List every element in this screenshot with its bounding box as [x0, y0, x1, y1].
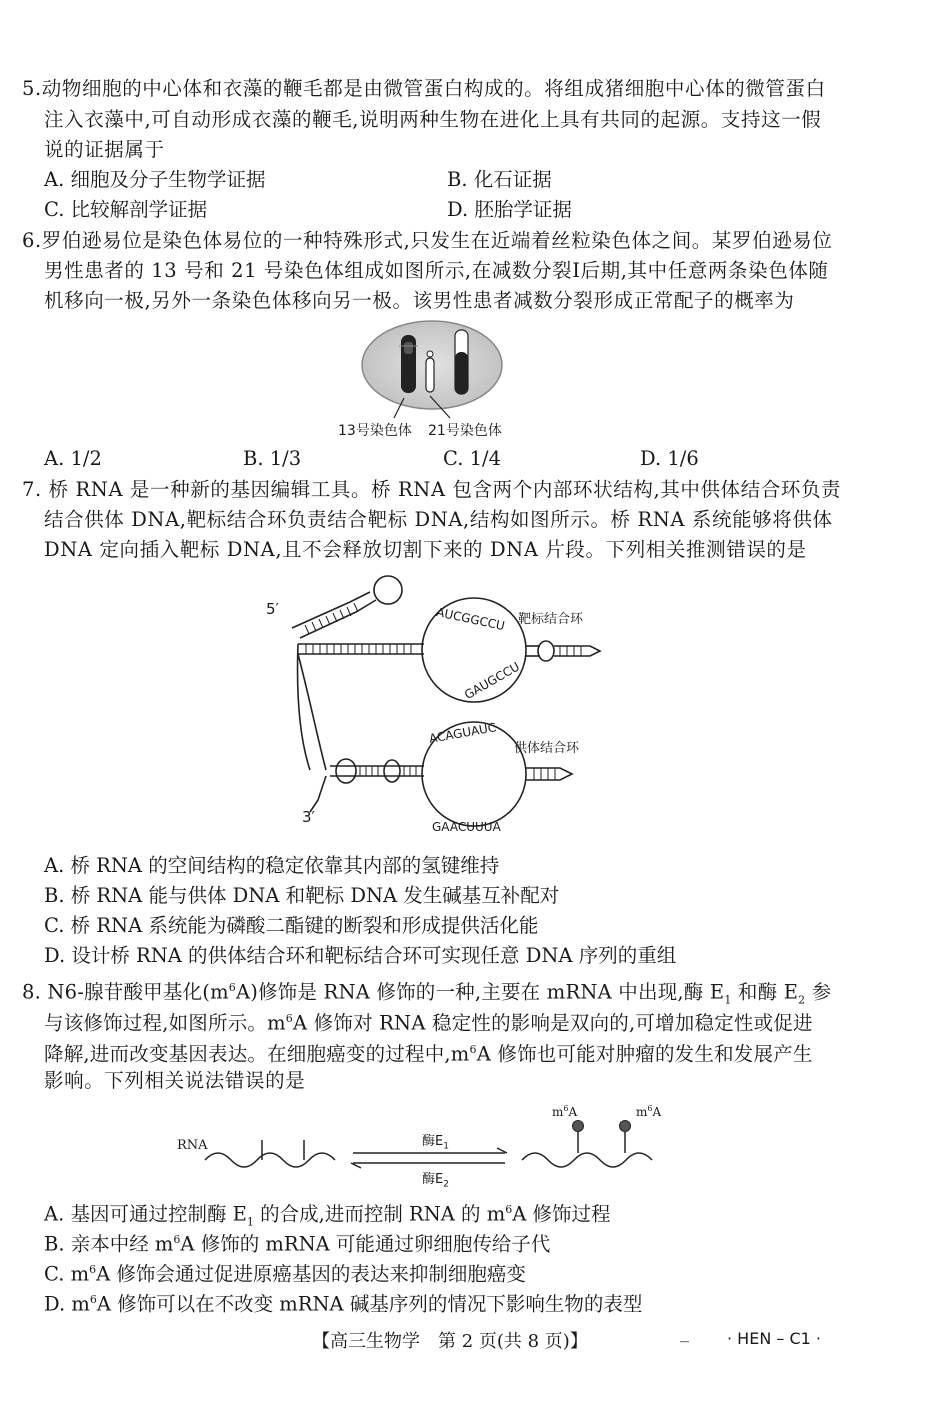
- q7-option-c: C. 桥 RNA 系统能为磷酸二酯键的断裂和形成提供活化能: [44, 914, 539, 937]
- q7-option-b: B. 桥 RNA 能与供体 DNA 和靶标 DNA 发生碱基互补配对: [44, 884, 560, 907]
- donor-loop-label: 供体结合环: [514, 741, 580, 756]
- m6a-label-1: $m^6A$: [552, 1104, 578, 1119]
- q6-line-1: 6.罗伯逊易位是染色体易位的一种特殊形式,只发生在近端着丝粒染色体之间。某罗伯逊易位: [22, 229, 833, 252]
- rna-label: RNA: [177, 1138, 208, 1153]
- page-footer: 【高三生物学 第 2 页(共 8 页)】: [312, 1331, 588, 1352]
- label-chromosome-13: 13号染色体: [338, 423, 412, 439]
- q5-option-c: C. 比较解剖学证据: [44, 198, 208, 221]
- rna-wave-left: [205, 1153, 335, 1167]
- m6a-label-2: $m^6A$: [636, 1104, 662, 1119]
- label-chromosome-21: 21号染色体: [428, 423, 502, 439]
- q8-option-d: D. $m^6A$ 修饰可以在不改变 mRNA 碱基序列的情况下影响生物的表型: [44, 1292, 643, 1316]
- q5-option-a: A. 细胞及分子生物学证据: [44, 168, 266, 191]
- q5-option-b: B. 化石证据: [447, 168, 552, 191]
- q8-line-3: 降解,进而改变基因表达。在细胞癌变的过程中$,m^6A$ 修饰也可能对肿瘤的发生和发展产生: [44, 1042, 813, 1066]
- enzyme-e2-label: 酶$E_2$: [422, 1172, 449, 1190]
- target-loop-label: 靶标结合环: [518, 612, 584, 627]
- q6-line-2: 男性患者的 13 号和 21 号染色体组成如图所示,在减数分裂Ⅰ后期,其中任意两条染色体随: [44, 259, 829, 282]
- q8-line-1: 8. N6-腺苷酸甲基化$(m^6A)$修饰是 RNA 修饰的一种,主要在 mRNA 中出现,酶 $E_1$ 和酶 $E_2$ 参: [22, 980, 832, 1007]
- q7-option-a: A. 桥 RNA 的空间结构的稳定依靠其内部的氢键维持: [44, 854, 500, 877]
- footer-code: · HEN – C1 ·: [727, 1329, 821, 1348]
- donor-loop-bottom-sequence: GAACUUUA: [432, 820, 501, 834]
- q5-line-2: 注入衣藻中,可自动形成衣藻的鞭毛,说明两种生物在进化上具有共同的起源。支持这一假: [44, 108, 822, 131]
- q6-option-d: D. 1/6: [640, 447, 699, 470]
- q6-option-b: B. 1/3: [243, 447, 302, 470]
- m6a-site-2: [620, 1121, 631, 1132]
- q6-line-3: 机移向一极,另外一条染色体移向另一极。该男性患者减数分裂形成正常配子的概率为: [44, 289, 795, 312]
- q8-option-b: B. 亲本中经 $m^6A$ 修饰的 mRNA 可能通过卵细胞传给子代: [44, 1232, 551, 1256]
- q7-line-1: 7. 桥 RNA 是一种新的基因编辑工具。桥 RNA 包含两个内部环状结构,其中供体结合环负责: [22, 478, 842, 501]
- five-prime-label: 5′: [266, 600, 279, 618]
- q6-option-a: A. 1/2: [44, 447, 102, 470]
- target-loop-bottom-sequence: GAUGCCU: [462, 659, 522, 703]
- donor-loop-top-sequence: ACAGUAUC: [428, 720, 498, 746]
- q8-option-a: A. 基因可通过控制酶 $E_1$ 的合成,进而控制 RNA 的 $m^6A$ 修饰过程: [44, 1202, 611, 1229]
- q5-line-3: 说的证据属于: [44, 138, 165, 161]
- target-loop-top-sequence: AUCGGCCU: [435, 605, 506, 634]
- q8-line-4: 影响。下列相关说法错误的是: [44, 1069, 306, 1092]
- q7-line-2: 结合供体 DNA,靶标结合环负责结合靶标 DNA,结构如图所示。桥 RNA 系统能够将供体: [44, 508, 833, 531]
- three-prime-label: 3′: [302, 808, 315, 826]
- q7-line-3: DNA 定向插入靶标 DNA,且不会释放切割下来的 DNA 片段。下列相关推测错误的是: [44, 538, 807, 561]
- q5-option-d: D. 胚胎学证据: [447, 198, 572, 221]
- enzyme-e1-label: 酶$E_1$: [422, 1134, 449, 1152]
- q5-line-1: 5.动物细胞的中心体和衣藻的鞭毛都是由微管蛋白构成的。将组成猪细胞中心体的微管蛋白: [22, 77, 826, 100]
- q8-option-c: C. $m^6A$ 修饰会通过促进原癌基因的表达来抑制细胞癌变: [44, 1262, 526, 1286]
- q7-option-d: D. 设计桥 RNA 的供体结合环和靶标结合环可实现任意 DNA 序列的重组: [44, 944, 677, 967]
- rna-wave-right: [522, 1153, 652, 1167]
- footer-dash: _: [680, 1322, 689, 1343]
- m6a-site-1: [573, 1121, 584, 1132]
- q8-line-2: 与该修饰过程,如图所示。$m^6A$ 修饰对 RNA 稳定性的影响是双向的,可增加稳定性或促进: [44, 1011, 813, 1035]
- q6-option-c: C. 1/4: [443, 447, 502, 470]
